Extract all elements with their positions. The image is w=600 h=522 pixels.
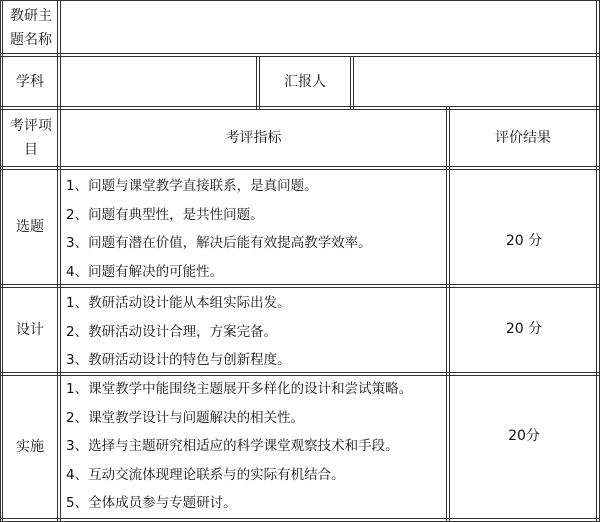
item-column-header: 考评项目 — [10, 118, 52, 158]
score-topic-selection: 20 分 — [505, 233, 543, 249]
item-design: 设计 — [16, 322, 44, 338]
topic-label: 教研主题名称 — [10, 7, 52, 48]
criteria-list-design — [66, 289, 291, 375]
criterion: 2、课堂教学设计与问题解决的相关性。 — [66, 409, 305, 426]
score-design: 20 分 — [505, 321, 543, 337]
criteria-list-implementation — [66, 375, 412, 518]
criterion: 3、选择与主题研究相适应的科学课堂观察技术和手段。 — [66, 438, 399, 454]
topic-value-cell[interactable] — [62, 2, 596, 53]
result-column-header: 评价结果 — [495, 130, 551, 146]
criterion: 3、教研活动设计的特色与创新程度。 — [66, 352, 291, 368]
indicator-column-header: 考评指标 — [225, 130, 282, 146]
reporter-label: 汇报人 — [284, 73, 326, 90]
score-implementation: 20分 — [508, 428, 540, 444]
reporter-value-cell[interactable] — [354, 57, 596, 106]
criterion: 4、互动交流体现理论联系与的实际有机结合。 — [66, 466, 345, 483]
criteria-list-topic-selection — [66, 172, 372, 286]
subject-label: 学科 — [16, 73, 44, 90]
criterion: 3、问题有潜在价值，解决后能有效提高教学效率。 — [66, 235, 372, 251]
subject-value-cell[interactable] — [62, 57, 256, 106]
criterion: 5、全体成员参与专题研讨。 — [66, 495, 237, 511]
criterion: 1、课堂教学中能围绕主题展开多样化的设计和尝试策略。 — [66, 381, 413, 397]
criterion: 4、问题有解决的可能性。 — [66, 263, 224, 280]
item-topic-selection: 选题 — [16, 219, 44, 235]
criterion: 2、问题有典型性，是共性问题。 — [66, 206, 264, 223]
item-implementation: 实施 — [16, 439, 44, 455]
criterion: 2、教研活动设计合理，方案完备。 — [66, 323, 278, 340]
criterion: 1、教研活动设计能从本组实际出发。 — [66, 295, 291, 311]
criterion: 1、问题与课堂教学直接联系，是真问题。 — [66, 178, 318, 194]
